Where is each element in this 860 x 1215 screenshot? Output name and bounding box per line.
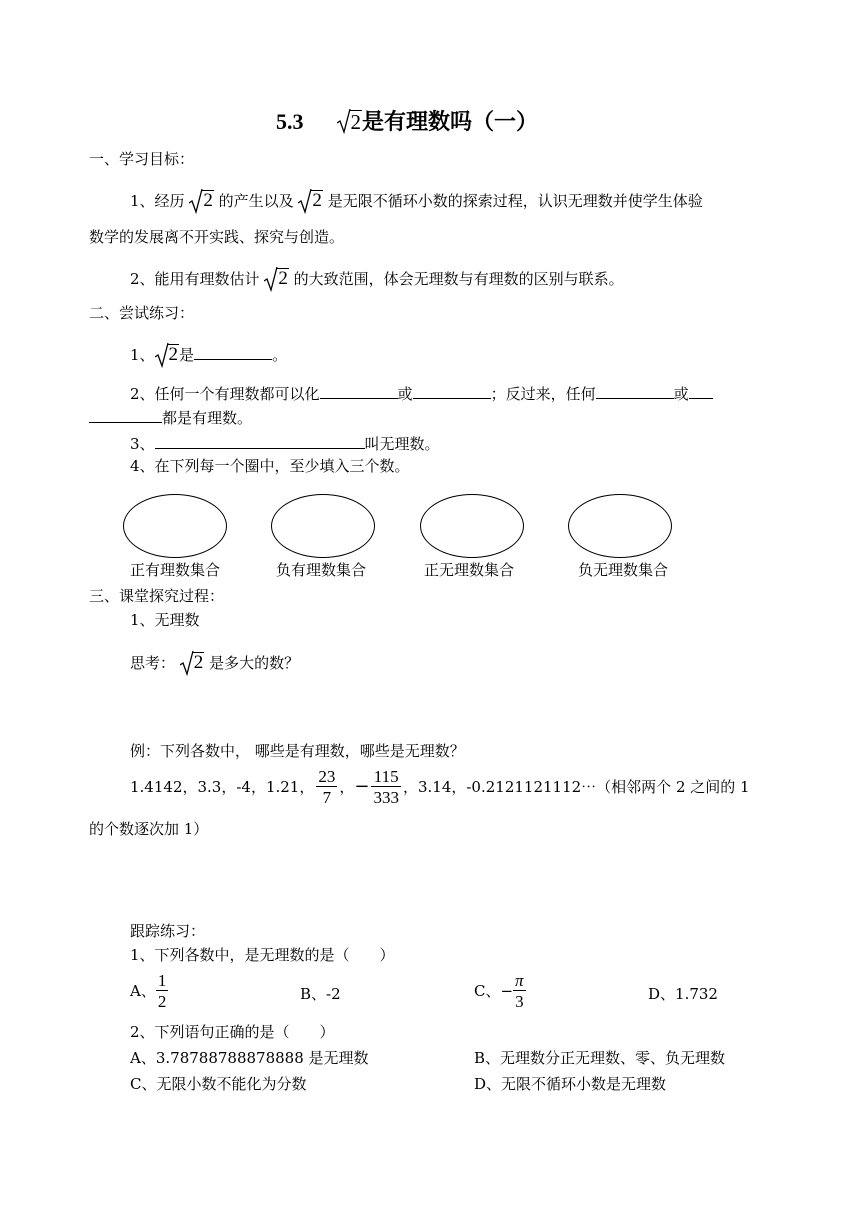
- sqrt-symbol: 2: [264, 268, 289, 290]
- radical-icon: [155, 342, 169, 368]
- objective-1-line2: 数学的发展离不开实践、探究与创造。: [89, 228, 345, 246]
- fraction-23-7: $\frac{23}{7}$: [318, 767, 336, 807]
- answer-blank[interactable]: [320, 384, 398, 399]
- practice-q4: 4、在下列每一个圈中，至少填入三个数。: [130, 457, 410, 475]
- sqrt-symbol: 2: [337, 110, 363, 134]
- set-circle-positive-irrational[interactable]: [420, 494, 524, 558]
- practice-q2-line2: 都是有理数。: [89, 408, 252, 426]
- example-prompt: 例：下列各数中， 哪些是有理数，哪些是无理数？: [130, 742, 465, 760]
- practice-q3: 3、 叫无理数。: [130, 435, 440, 453]
- practice-q2-line1: 2、任何一个有理数都可以化 或 ；反过来，任何 或: [130, 384, 713, 402]
- practice-q1: 1、 2是 。: [130, 344, 287, 366]
- radical-icon: [264, 266, 278, 292]
- section-heading-objectives: 一、学习目标：: [89, 150, 195, 168]
- fraction-1-2: $\frac{1}{2}$: [157, 971, 167, 1011]
- objective-1-line1: 1、经历 2 的产生以及 2 是无限不循环小数的探索过程，认识无理数并使学生体验: [130, 190, 703, 212]
- page-title: [276, 110, 538, 134]
- title-text: 是有理数吗（一）: [362, 109, 539, 134]
- tracking-q1-option-d[interactable]: D、1.732: [648, 985, 718, 1003]
- set-label-positive-irrational: 正无理数集合: [424, 561, 515, 579]
- tracking-q2-option-c[interactable]: C、无限小数不能化为分数: [130, 1075, 307, 1093]
- set-circle-negative-irrational[interactable]: [568, 494, 672, 558]
- tracking-q2: 2、下列语句正确的是（ ）: [130, 1023, 335, 1041]
- set-label-negative-rational: 负有理数集合: [276, 561, 367, 579]
- answer-blank[interactable]: [689, 384, 713, 399]
- answer-blank[interactable]: [596, 384, 674, 399]
- set-label-negative-irrational: 负无理数集合: [578, 561, 669, 579]
- subheading-irrational: 1、无理数: [130, 611, 200, 629]
- tracking-heading: 跟踪练习：: [130, 922, 206, 940]
- example-number-list-cont: 的个数逐次加 1）: [89, 820, 209, 838]
- title-number: 5.3: [276, 109, 304, 134]
- set-circle-negative-rational[interactable]: [271, 494, 375, 558]
- radical-icon: [180, 650, 194, 676]
- set-circle-positive-rational[interactable]: [123, 494, 227, 558]
- sqrt-symbol: 2: [298, 190, 323, 212]
- tracking-q1-option-a[interactable]: A、 $\frac{1}{2}$: [130, 971, 167, 1011]
- tracking-q1: 1、下列各数中，是无理数的是（ ）: [130, 946, 395, 964]
- section-heading-practice: 二、尝试练习：: [89, 304, 195, 322]
- sqrt-symbol: 2: [189, 190, 214, 212]
- set-label-positive-rational: 正有理数集合: [130, 561, 221, 579]
- answer-blank[interactable]: [155, 434, 365, 449]
- answer-blank[interactable]: [194, 345, 272, 360]
- sqrt-symbol: 2: [155, 344, 180, 366]
- tracking-q2-option-d[interactable]: D、无限不循环小数是无理数: [474, 1075, 667, 1093]
- answer-blank[interactable]: [413, 384, 491, 399]
- radical-icon: [298, 188, 312, 214]
- tracking-q1-option-c[interactable]: C、− $\frac{\pi}{3}$: [474, 971, 524, 1011]
- tracking-q1-option-b[interactable]: B、-2: [300, 985, 341, 1003]
- fraction-115-333: $\frac{115}{333}$: [373, 767, 399, 807]
- tracking-q2-option-a[interactable]: A、3.78788788878888 是无理数: [130, 1049, 369, 1067]
- radical-icon: [189, 188, 203, 214]
- example-number-list: 1.4142，3.3，-4，1.21， $\frac{23}{7}$ ， − $\frac{115}{333}$ ，3.14，-0.2121121112⋯（相邻两个 2 之间的 1: [130, 767, 750, 807]
- answer-blank[interactable]: [89, 408, 162, 423]
- section-heading-explore: 三、课堂探究过程：: [89, 587, 225, 605]
- tracking-q2-option-b[interactable]: B、无理数分正无理数、零、负无理数: [474, 1049, 726, 1067]
- think-prompt: 思考： 2 是多大的数？: [130, 652, 299, 674]
- sqrt-symbol: 2: [180, 652, 205, 674]
- objective-2: 2、能用有理数估计 2 的大致范围，体会无理数与有理数的区别与联系。: [130, 268, 624, 290]
- fraction-pi-3: $\frac{\pi}{3}$: [515, 971, 524, 1011]
- radical-icon: [337, 108, 351, 134]
